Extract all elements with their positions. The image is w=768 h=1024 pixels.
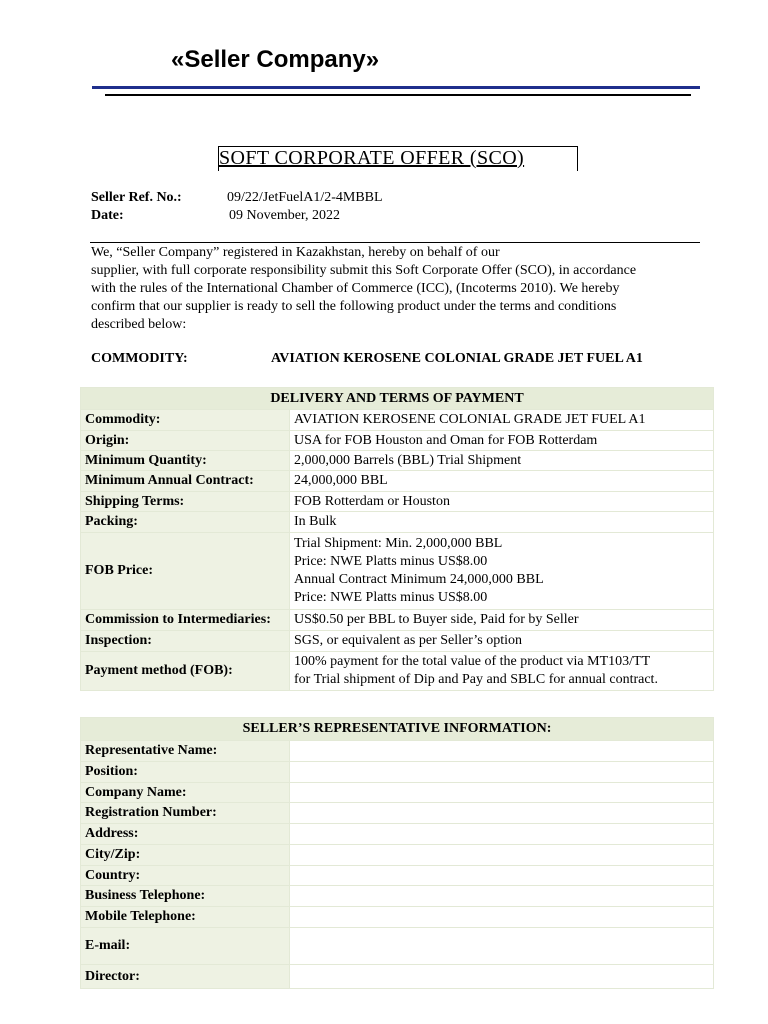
row-value <box>290 824 714 845</box>
row-value <box>290 886 714 907</box>
row-value <box>290 845 714 866</box>
row-value <box>290 928 714 965</box>
row-value: AVIATION KEROSENE COLONIAL GRADE JET FUEL A1 <box>290 410 714 431</box>
row-value <box>290 803 714 824</box>
row-value <box>290 741 714 762</box>
row-label: Commission to Intermediaries: <box>81 610 290 631</box>
row-value: 2,000,000 Barrels (BBL) Trial Shipment <box>290 451 714 471</box>
intro-line: described below: <box>91 317 187 332</box>
intro-paragraph <box>91 244 701 334</box>
date-value: 09 November, 2022 <box>229 208 341 223</box>
row-value: US$0.50 per BBL to Buyer side, Paid for by Seller <box>290 610 714 631</box>
row-value: In Bulk <box>290 512 714 533</box>
document-title: SOFT CORPORATE OFFER (SCO) <box>219 147 525 169</box>
row-label: Business Telephone: <box>81 886 290 907</box>
header-rule-blue <box>92 86 700 89</box>
date-label: Date: <box>91 208 124 223</box>
row-value: 24,000,000 BBL <box>290 471 714 492</box>
row-value <box>290 783 714 803</box>
row-value <box>290 762 714 783</box>
table-heading: SELLER’S REPRESENTATIVE INFORMATION: <box>81 718 714 741</box>
row-label: Director: <box>81 965 290 989</box>
row-label: Mobile Telephone: <box>81 907 290 928</box>
row-label: Position: <box>81 762 290 783</box>
row-value: FOB Rotterdam or Houston <box>290 492 714 512</box>
row-label: Origin: <box>81 431 290 451</box>
seller-ref-label: Seller Ref. No.: <box>91 190 182 205</box>
representative-info-table <box>80 717 714 989</box>
value-line: Price: NWE Platts minus US$8.00 <box>294 554 488 569</box>
row-label: Company Name: <box>81 783 290 803</box>
section-divider <box>90 242 700 243</box>
commodity-label: COMMODITY: <box>91 351 188 366</box>
row-label: Payment method (FOB): <box>81 652 290 691</box>
delivery-terms-table <box>80 387 714 691</box>
value-line: Trial Shipment: Min. 2,000,000 BBL <box>294 536 503 551</box>
row-value <box>290 866 714 886</box>
row-value <box>290 965 714 989</box>
row-label: City/Zip: <box>81 845 290 866</box>
row-label: E-mail: <box>81 928 290 965</box>
row-label: Minimum Quantity: <box>81 451 290 471</box>
seller-ref-value: 09/22/JetFuelA1/2-4MBBL <box>227 190 383 205</box>
intro-line: supplier, with full corporate responsibility submit this Soft Corporate Offer (SCO), in accordance <box>91 263 637 278</box>
row-label: Representative Name: <box>81 741 290 762</box>
table-heading: DELIVERY AND TERMS OF PAYMENT <box>81 388 714 410</box>
intro-line: confirm that our supplier is ready to sell the following product under the terms and conditions <box>91 299 617 314</box>
row-label: Packing: <box>81 512 290 533</box>
row-label: Registration Number: <box>81 803 290 824</box>
row-label: Shipping Terms: <box>81 492 290 512</box>
row-label: Address: <box>81 824 290 845</box>
row-label: Commodity: <box>81 410 290 431</box>
intro-line: with the rules of the International Chamber of Commerce (ICC), (Incoterms 2010). We hereby <box>91 281 620 296</box>
row-label: Country: <box>81 866 290 886</box>
value-line: 100% payment for the total value of the product via MT103/TT <box>294 654 651 669</box>
value-line: Price: NWE Platts minus US$8.00 <box>294 590 488 605</box>
row-value <box>290 652 714 691</box>
row-label: Minimum Annual Contract: <box>81 471 290 492</box>
row-value <box>290 907 714 928</box>
row-label: FOB Price: <box>81 533 290 610</box>
value-line: for Trial shipment of Dip and Pay and SBLC for annual contract. <box>294 672 658 687</box>
intro-line: We, “Seller Company” registered in Kazakhstan, hereby on behalf of our <box>91 245 500 260</box>
company-name: «Seller Company» <box>171 46 380 73</box>
row-label: Inspection: <box>81 631 290 652</box>
value-line: Annual Contract Minimum 24,000,000 BBL <box>294 572 544 587</box>
row-value: SGS, or equivalent as per Seller’s option <box>290 631 714 652</box>
row-value <box>290 533 714 610</box>
commodity-value: AVIATION KEROSENE COLONIAL GRADE JET FUEL A1 <box>271 351 643 366</box>
row-value: USA for FOB Houston and Oman for FOB Rotterdam <box>290 431 714 451</box>
header-rule-black <box>105 94 691 96</box>
